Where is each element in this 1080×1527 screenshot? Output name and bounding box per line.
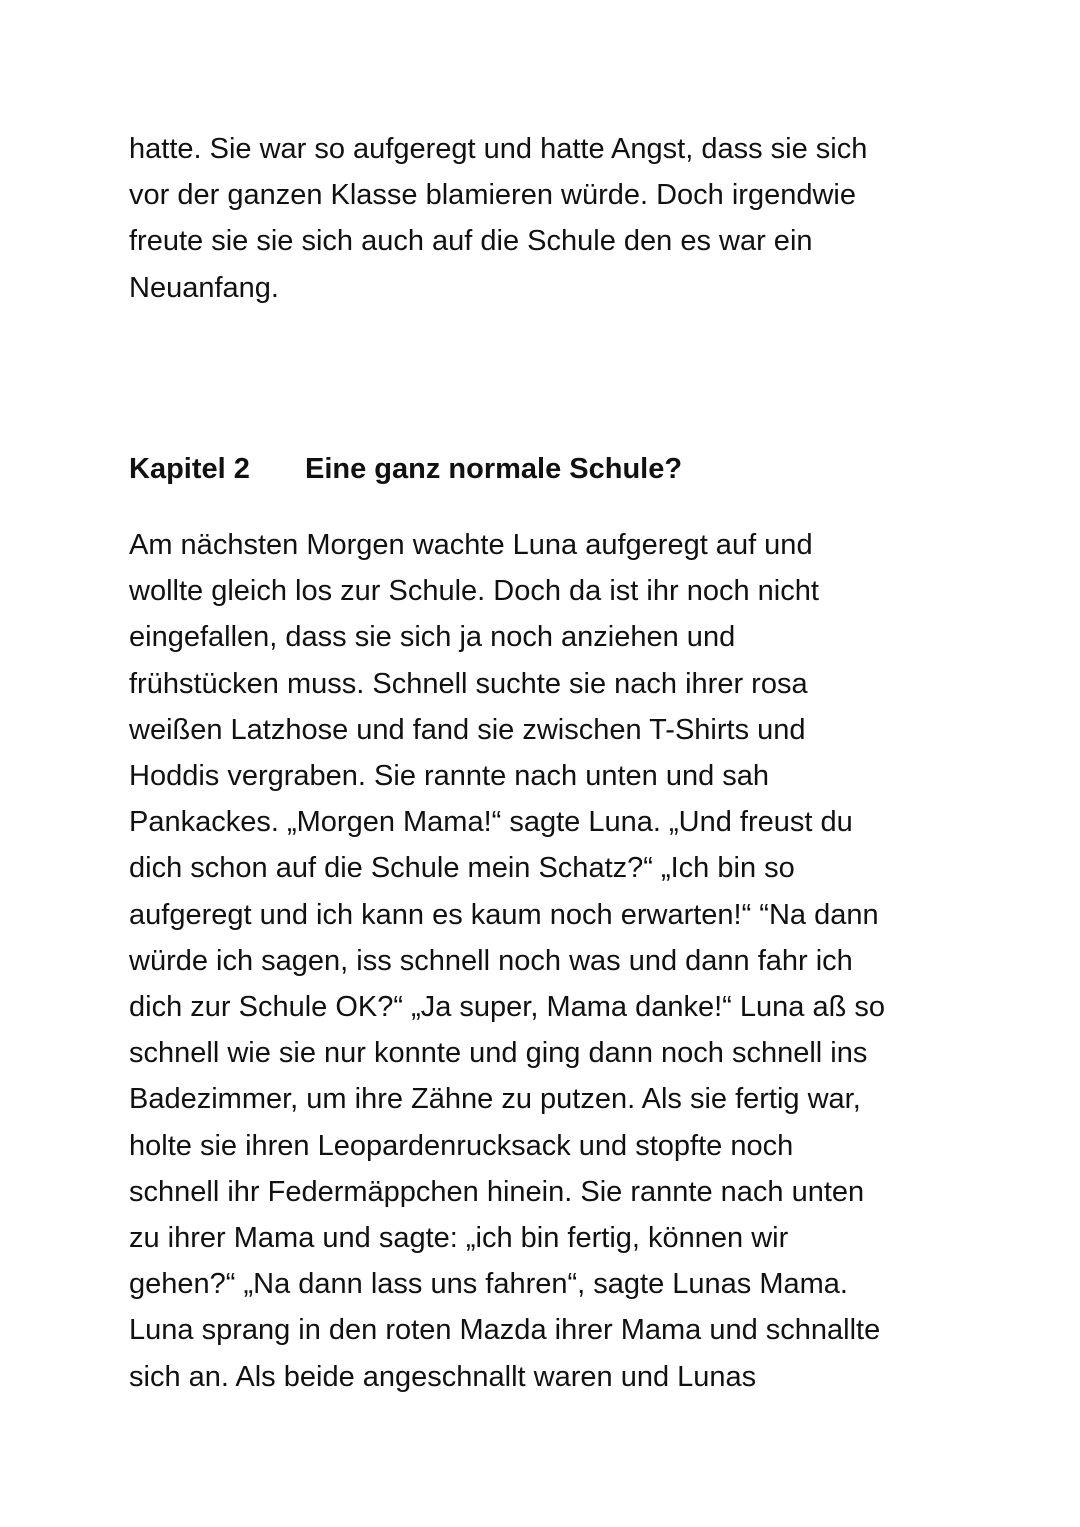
chapter-title: Eine ganz normale Schule? bbox=[305, 453, 683, 485]
paragraph-line: wollte gleich los zur Schule. Doch da ist ihr noch nicht bbox=[129, 575, 819, 608]
paragraph-line: würde ich sagen, iss schnell noch was und dann fahr ich bbox=[129, 944, 853, 977]
paragraph-line: schnell wie sie nur konnte und ging dann noch schnell ins bbox=[129, 1037, 868, 1070]
paragraph-line: vor der ganzen Klasse blamieren würde. Doch irgendwie bbox=[129, 179, 856, 212]
paragraph-line: sich an. Als beide angeschnallt waren und Lunas bbox=[129, 1360, 757, 1393]
paragraph-line: Neuanfang. bbox=[129, 271, 279, 304]
paragraph-line: frühstücken muss. Schnell suchte sie nach ihrer rosa bbox=[129, 667, 808, 700]
paragraph-line: Pankackes. „Morgen Mama!“ sagte Luna. „Und freust du bbox=[129, 806, 853, 839]
intro-paragraph bbox=[129, 126, 959, 311]
paragraph-line: dich schon auf die Schule mein Schatz?“ „Ich bin so bbox=[129, 852, 795, 885]
paragraph-line: hatte. Sie war so aufgeregt und hatte Angst, dass sie sich bbox=[129, 133, 868, 165]
paragraph-line: Am nächsten Morgen wachte Luna aufgeregt auf und bbox=[129, 529, 813, 561]
paragraph-line: holte sie ihren Leopardenrucksack und stopfte noch bbox=[129, 1129, 794, 1162]
paragraph-line: Hoddis vergraben. Sie rannte nach unten und sah bbox=[129, 760, 770, 793]
paragraph-line: Luna sprang in den roten Mazda ihrer Mama und schnallte bbox=[129, 1314, 881, 1347]
chapter-heading bbox=[129, 449, 682, 489]
paragraph-line: freute sie sie sich auch auf die Schule den es war ein bbox=[129, 225, 813, 258]
paragraph-line: weißen Latzhose und fand sie zwischen T-Shirts und bbox=[129, 713, 806, 746]
paragraph-line: gehen?“ „Na dann lass uns fahren“, sagte Lunas Mama. bbox=[129, 1268, 848, 1301]
paragraph-line: aufgeregt und ich kann es kaum noch erwarten!“ “Na dann bbox=[129, 898, 879, 931]
paragraph-line: schnell ihr Federmäppchen hinein. Sie rannte nach unten bbox=[129, 1175, 865, 1208]
chapter-number: Kapitel 2 bbox=[129, 453, 250, 485]
paragraph-line: eingefallen, dass sie sich ja noch anziehen und bbox=[129, 621, 736, 654]
paragraph-line: zu ihrer Mama und sagte: „ich bin fertig, können wir bbox=[129, 1222, 789, 1255]
paragraph-line: Badezimmer, um ihre Zähne zu putzen. Als sie fertig war, bbox=[129, 1083, 861, 1116]
paragraph-line: dich zur Schule OK?“ „Ja super, Mama danke!“ Luna aß so bbox=[129, 991, 885, 1024]
main-paragraph bbox=[129, 522, 959, 1400]
